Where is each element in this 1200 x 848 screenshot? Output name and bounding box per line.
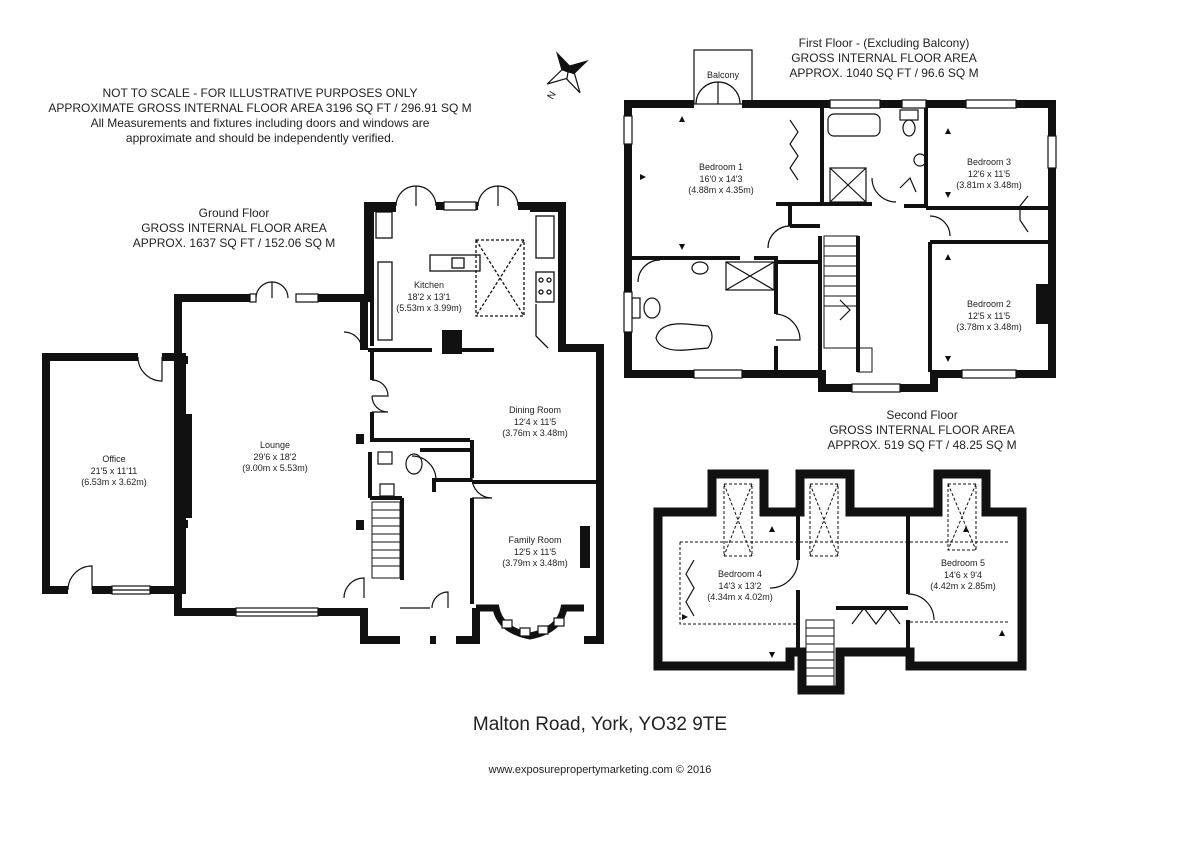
- room-lounge-name: Lounge: [259, 440, 291, 450]
- second-floor-area-value: APPROX. 519 SQ FT / 48.25 SQ M: [827, 438, 1017, 452]
- first-chimney: [1036, 284, 1048, 324]
- room-lounge-size: 29'6 x 18'2: [253, 451, 297, 462]
- room-bedroom-2-name: Bedroom 2: [966, 299, 1012, 309]
- porch: [344, 578, 448, 608]
- balcony-name: Balcony: [706, 70, 740, 80]
- room-lounge-metric: (9.00m x 5.53m): [242, 463, 308, 473]
- first-stairs: [824, 236, 872, 372]
- room-kitchen-name: Kitchen: [413, 280, 445, 290]
- room-bedroom-2-metric: (3.78m x 3.48m): [956, 322, 1022, 332]
- room-family-size: 12'5 x 11'5: [513, 546, 557, 557]
- room-office-size: 21'5 x 11'11: [90, 465, 138, 476]
- ground-stairs: [372, 502, 400, 578]
- compass-north-label: N: [545, 89, 559, 102]
- room-kitchen-metric: (5.53m x 3.99m): [396, 303, 462, 313]
- compass-rose-icon: [535, 39, 601, 105]
- room-bedroom-5: [920, 558, 1006, 593]
- room-bedroom-4-size: 14'3 x 13'2: [718, 580, 762, 591]
- room-dining: [488, 405, 582, 440]
- first-floor-area-label: GROSS INTERNAL FLOOR AREA: [791, 51, 977, 65]
- room-family-metric: (3.79m x 3.48m): [502, 558, 568, 568]
- kitchen-french-doors: [388, 186, 530, 210]
- second-floor-header: [800, 408, 1044, 453]
- ground-wc: [378, 452, 436, 496]
- room-bedroom-4-metric: (4.34m x 4.02m): [707, 592, 773, 602]
- room-bedroom-3-metric: (3.81m x 3.48m): [956, 180, 1022, 190]
- room-office: [64, 454, 164, 489]
- room-bedroom-4-name: Bedroom 4: [717, 569, 763, 579]
- balcony-label: [694, 70, 752, 82]
- ground-floor-area-label: GROSS INTERNAL FLOOR AREA: [141, 221, 327, 235]
- second-floor-area-label: GROSS INTERNAL FLOOR AREA: [829, 423, 1015, 437]
- credit-link[interactable]: www.exposurepropertymarketing.com © 2016: [488, 764, 712, 776]
- room-dining-size: 12'4 x 11'5: [513, 416, 557, 427]
- room-dining-metric: (3.76m x 3.48m): [502, 428, 568, 438]
- room-kitchen: [384, 280, 474, 315]
- room-dining-name: Dining Room: [508, 405, 562, 415]
- room-bedroom-1-size: 16'0 x 14'3: [699, 173, 743, 184]
- kitchen-walls: [372, 206, 560, 346]
- room-bedroom-3: [944, 157, 1034, 192]
- room-bedroom-5-name: Bedroom 5: [940, 558, 986, 568]
- room-kitchen-size: 18'2 x 13'1: [407, 291, 451, 302]
- first-floor-title: First Floor - (Excluding Balcony): [798, 36, 970, 50]
- room-bedroom-1-metric: (4.88m x 4.35m): [688, 185, 754, 195]
- room-bedroom-4: [698, 569, 782, 604]
- property-address: Malton Road, York, YO32 9TE: [472, 714, 728, 735]
- first-floor-plan: [624, 50, 1056, 392]
- room-office-metric: (6.53m x 3.62m): [81, 477, 147, 487]
- room-family-name: Family Room: [508, 535, 562, 545]
- room-bedroom-1: [674, 162, 768, 197]
- room-bedroom-2-size: 12'5 x 11'5: [967, 310, 1011, 321]
- room-office-name: Office: [102, 454, 126, 464]
- kitchen-chimney: [442, 330, 462, 354]
- first-floor-area-value: APPROX. 1040 SQ FT / 96.6 SQ M: [789, 66, 979, 80]
- disclaimer-notes: [20, 86, 500, 146]
- room-lounge: [220, 440, 330, 475]
- disclaimer-line-3: All Measurements and fixtures including doors and windows are: [90, 116, 430, 130]
- room-bedroom-1-name: Bedroom 1: [698, 162, 744, 172]
- second-stairs: [806, 620, 834, 686]
- room-bedroom-5-metric: (4.42m x 2.85m): [930, 581, 996, 591]
- ground-floor-area-value: APPROX. 1637 SQ FT / 152.06 SQ M: [132, 236, 336, 250]
- room-family: [488, 535, 582, 570]
- first-floor-header: [756, 36, 1012, 81]
- ground-floor-header: [96, 206, 372, 251]
- disclaimer-line-1: NOT TO SCALE - FOR ILLUSTRATIVE PURPOSES ONLY: [102, 86, 418, 100]
- lounge-fireplace: [180, 414, 192, 518]
- second-interior-walls: [798, 512, 908, 664]
- disclaimer-line-2: APPROXIMATE GROSS INTERNAL FLOOR AREA 3196 SQ FT / 296.91 SQ M: [48, 101, 472, 115]
- disclaimer-line-4: approximate and should be independently verified.: [125, 131, 395, 145]
- room-bedroom-5-size: 14'6 x 9'4: [944, 569, 982, 580]
- ground-floor-title: Ground Floor: [198, 206, 270, 220]
- room-bedroom-2: [944, 299, 1034, 334]
- second-floor-title: Second Floor: [886, 408, 958, 422]
- room-bedroom-3-name: Bedroom 3: [966, 157, 1012, 167]
- room-bedroom-3-size: 12'6 x 11'5: [967, 168, 1011, 179]
